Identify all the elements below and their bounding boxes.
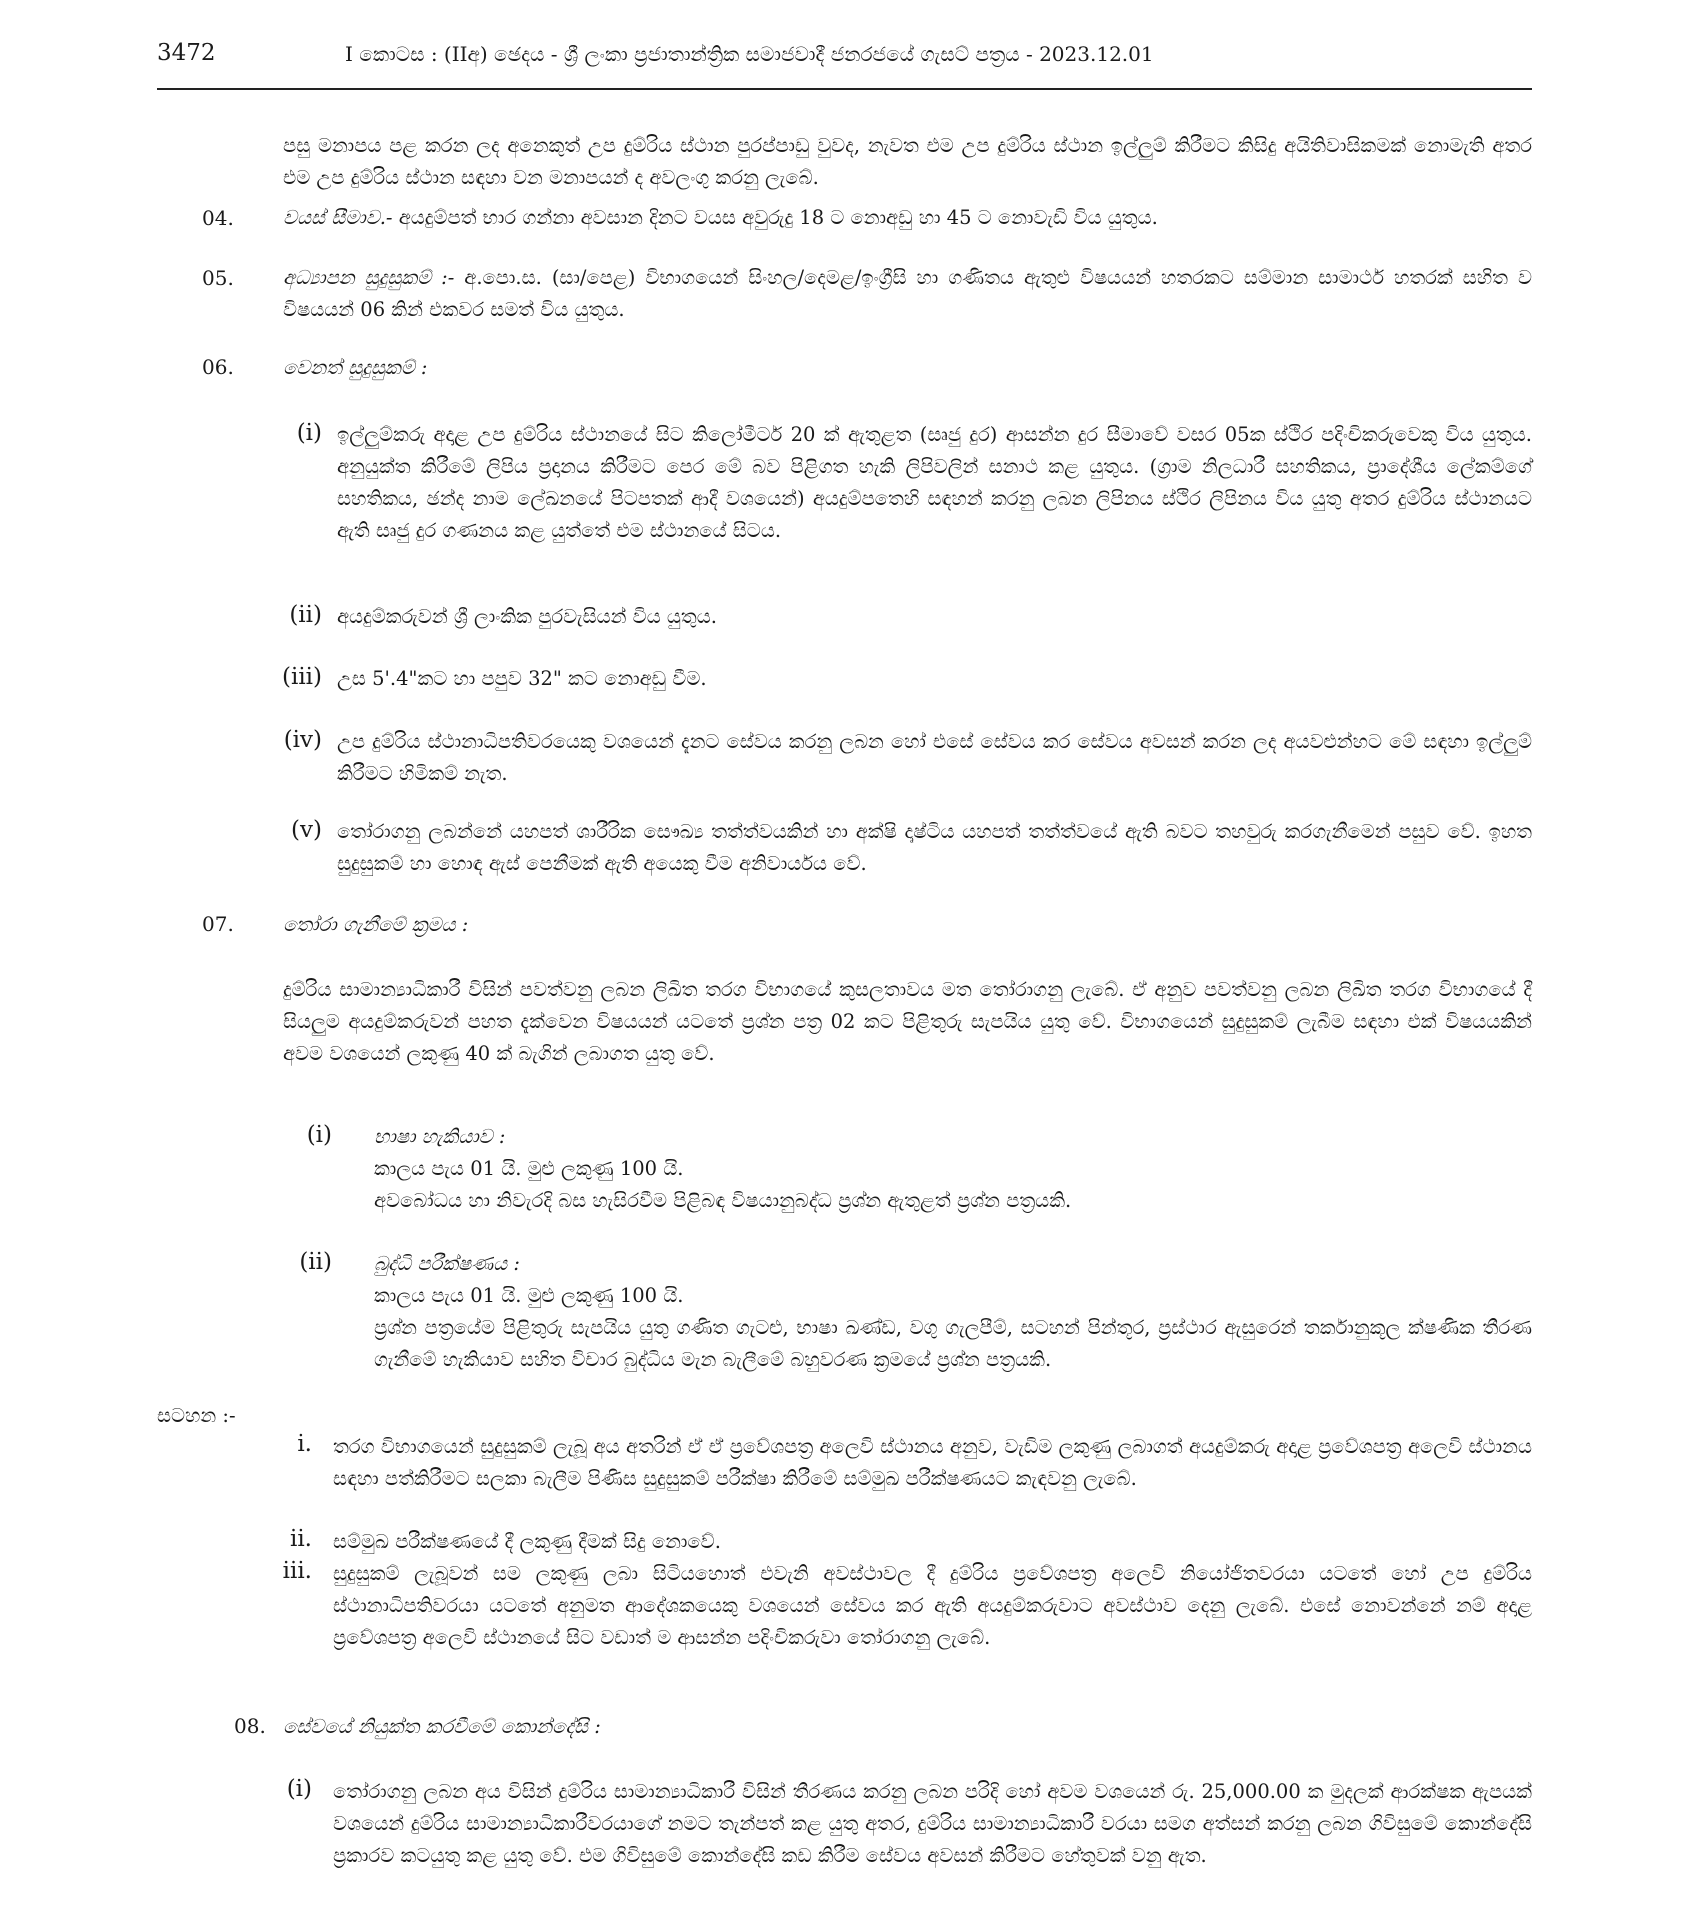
gazette-header-title: I කොටස : (IIඅ) ඡෙදය - ශ්‍රී ලංකා ප්‍රජාතාන්ත්‍රික සමාජවාදී ජනරජයේ ගැසට් පත්‍රය - 2023.12.01: [345, 42, 1154, 66]
s06-item-3-number: (iii): [281, 664, 322, 690]
s06-item-2-number: (ii): [289, 602, 322, 628]
paper-2-duration: කාලය පැය 01 යි. මුළු ලකුණු 100 යි.: [374, 1284, 684, 1307]
paper-1-duration: කාලය පැය 01 යි. මුළු ලකුණු 100 යි.: [374, 1157, 684, 1180]
note-item-2-number: ii.: [289, 1526, 312, 1552]
s06-item-2-text: අයදුම්කරුවන් ශ්‍රී ලාංකික පුරවැසියන් විය යුතුය.: [337, 605, 717, 628]
s06-item-5-number: (v): [291, 817, 322, 843]
section-05-number: 05.: [202, 266, 234, 290]
section-04-text: [283, 202, 1532, 234]
paper-2-description: ප්‍රශ්න පත්‍රයේම පිළිතුරු සැපයිය යුතු ගණිත ගැටළු, භාෂා ඛණ්ඩ, වගු ගැලපීම්, සටහන් පින්තූර, ප්‍රස්ථාර ඇසුරෙන් තර්කානුකූල ක්ෂණික තීරණ ගැනීමේ හැකියාව සහිත විචාර බුද්ධිය මැන බැලීමේ බහුවරණ ක්‍රමයේ ප්‍රශ්න පත්‍රයකි.: [374, 1316, 1532, 1371]
section-04-number: 04.: [202, 206, 234, 230]
section-07-number: 07.: [202, 912, 234, 936]
paper-2-title: බුද්ධි පරීක්ෂණය :: [374, 1252, 520, 1275]
header-divider: [157, 88, 1532, 90]
note-label: සටහන :-: [157, 1404, 236, 1427]
paper-1-number: (i): [306, 1122, 332, 1148]
s06-item-3-text: උස 5'.4"කට හා පපුව 32" කට නොඅඩු වීම.: [337, 667, 707, 690]
note-item-1-text: තරග විභාගයෙන් සුදුසුකම් ලැබූ අය අතරින් ඒ ඒ ප්‍රවේශපත්‍ර අලෙවි ස්ථානය අනුව, වැඩිම ලකුණු ලබාගත් අයදුම්කරු අදාළ ප්‍රවේශපත්‍ර අලෙවි ස්ථානය සඳහා පත්කිරීමට සලකා බැලීම පිණිස සුදුසුකම් පරීක්ෂා කිරීමේ සම්මුඛ පරීක්ෂණයට කැඳවනු ලැබේ.: [333, 1435, 1532, 1490]
section-04-label: වයස් සීමාව.-: [283, 206, 393, 229]
s08-item-1-number: (i): [286, 1776, 312, 1802]
section-05-text: [283, 262, 1532, 326]
note-item-1-number: i.: [297, 1431, 312, 1457]
s06-item-4-number: (iv): [283, 727, 322, 753]
note-item-3-text: සුදුසුකම් ලැබූවන් සම ලකුණු ලබා සිටියහොත් එවැනි අවස්ථාවල දී දුම්රිය ප්‍රවේශපත්‍ර අලෙවි නියෝජිතවරයා යටතේ හෝ උප දුම්රිය ස්ථානාධිපතිවරයා යටතේ අනුමත ආදේශකයෙකු වශයෙන් සේවය කර ඇති අයදුම්කරුවාට අවස්ථාව දෙනු ලැබේ. එසේ නොවන්නේ නම් අදාළ ප්‍රවේශපත්‍ර අලෙවි ස්ථානයේ සිට වඩාත් ම ආසන්න පදිංචිකරුවා තෝරාගනු ලැබේ.: [333, 1562, 1532, 1649]
section-05-body: අ.පො.ස. (සා/පෙළ) විභාගයෙන් සිංහල/දෙමළ/ඉංග්‍රීසි හා ගණිතය ඇතුළු විෂයයන් හතරකට සම්මාන සාමාර්ථ හතරක් සහිත ව විෂයයන් 06 කින් එකවර සමත් විය යුතුය.: [283, 266, 1533, 321]
section-08-number: 08.: [234, 1714, 266, 1738]
s06-item-1-text: ඉල්ලුම්කරු අදාළ උප දුම්රිය ස්ථානයේ සිට කිලෝමීටර් 20 ක් ඇතුළත (සෘජු දුර) ආසන්න දුර සීමාවේ වසර 05ක ස්ථිර පදිංචිකරුවෙකු විය යුතුය. අනුයුක්ත කිරීමේ ලිපිය ප්‍රදානය කිරීමට පෙර මේ බව පිළිගත හැකි ලිපිවලින් සනාථ කළ යුතුය. (ග්‍රාම නිලධාරී සහතිකය, ප්‍රාදේශීය ලේකම්ගේ සහතිකය, ඡන්ද නාම ලේඛනයේ පිටපතක් ආදී වශයෙන්) අයදුම්පතෙහි සඳහන් කරනු ලබන ලිපිනය ස්ථිර ලිපිනය විය යුතු අතර දුම්රිය ස්ථානයට ඇති සෘජු දුර ගණනය කළ යුත්තේ එම ස්ථානයේ සිටය.: [337, 423, 1532, 542]
s08-item-1-text: තෝරාගනු ලබන අය විසින් දුම්රිය සාමාන්‍යාධිකාරී විසින් තීරණය කරනු ලබන පරිදි හෝ අවම වශයෙන් රු. 25,000.00 ක මුදලක් ආරක්ෂක ඇපයක් වශයෙන් දුම්රිය සාමාන්‍යාධිකාරීවරයාගේ නමට තැන්පත් කළ යුතු අතර, දුම්රිය සාමාන්‍යාධිකාරී වරයා සමග අත්සන් කරනු ලබන ගිවිසුමේ කොන්දේසි ප්‍රකාරව කටයුතු කළ යුතු වේ. එම ගිවිසුමේ කොන්දේසි කඩ කිරීම සේවය අවසන් කිරීමට හේතුවක් වනු ඇත.: [333, 1780, 1532, 1867]
paper-1-title: භාෂා හැකියාව :: [374, 1125, 506, 1148]
section-08-label: සේවයේ නියුක්ත කරවීමේ කොන්දේසි :: [283, 1715, 601, 1738]
section-05-label: අධ්‍යාපන සුදුසුකම් :-: [283, 266, 455, 289]
intro-paragraph: පසු මනාපය පළ කරන ලද අනෙකුත් උප දුම්රිය ස්ථාන පුරප්පාඩු වුවද, නැවත එම උප දුම්රිය ස්ථාන ඉල්ලුම් කිරීමට කිසිදු අයිතිවාසිකමක් නොමැති අතර එම උප දුම්රිය ස්ථාන සඳහා වන මනාපයන් ද අවලංගු කරනු ලැබේ.: [283, 134, 1532, 189]
section-04-body: අයදුම්පත් භාර ගන්නා අවසාන දිනට වයස අවුරුදු 18 ට නොඅඩු හා 45 ට නොවැඩි විය යුතුය.: [392, 206, 1158, 229]
s06-item-4-text: උප දුම්රිය ස්ථානාධිපතිවරයෙකු වශයෙන් දැනට සේවය කරනු ලබන හෝ එසේ සේවය කර සේවය අවසන් කරන ලද අයවළුන්හට මේ සඳහා ඉල්ලුම් කිරීමට හිමිකම් නැත.: [337, 730, 1532, 785]
section-06-label: වෙනත් සුදුසුකම් :: [283, 356, 428, 379]
note-item-2-text: සම්මුඛ පරීක්ෂණයේ දී ලකුණු දීමක් සිදු නොවේ.: [333, 1530, 721, 1553]
s06-item-1-number: (i): [296, 420, 322, 446]
s06-item-5-text: තෝරාගනු ලබන්නේ යහපත් ශාරීරික සෞඛ්‍ය තත්ත්වයකින් හා අක්ෂි දෘෂ්ටිය යහපත් තත්ත්වයේ ඇති බවට තහවුරු කරගැනීමෙන් පසුව වේ. ඉහත සුදුසුකම් හා හොඳ ඇස් පෙනීමක් ඇති අයෙකු වීම අනිවාර්යය වේ.: [337, 820, 1532, 875]
section-07-label: තෝරා ගැනීමේ ක්‍රමය :: [283, 913, 469, 936]
section-07-paragraph: දුම්රිය සාමාන්‍යාධිකාරී විසින් පවත්වනු ලබන ලිඛිත තරග විභාගයේ කුසලතාවය මත තෝරාගනු ලැබේ. ඒ අනුව පවත්වනු ලබන ලිඛිත තරග විභාගයේ දී සියලුම අයදුම්කරුවන් පහත දැක්වෙන විෂයයන් යටතේ ප්‍රශ්න පත්‍ර 02 කට පිළිතුරු සැපයිය යුතු වේ. විභාගයෙන් සුදුසුකම් ලැබීම සඳහා එක් විෂයයකින් අවම වශයෙන් ලකුණු 40 ක් බැගින් ලබාගත යුතු වේ.: [283, 978, 1532, 1065]
page-number: 3472: [157, 40, 216, 66]
paper-1-description: අවබෝධය හා නිවැරදි බස හැසිරවීම පිළිබඳ විෂයානුබද්ධ ප්‍රශ්න ඇතුළත් ප්‍රශ්න පත්‍රයකි.: [374, 1189, 1072, 1212]
paper-2-number: (ii): [299, 1249, 332, 1275]
note-item-3-number: iii.: [282, 1558, 312, 1584]
section-06-number: 06.: [202, 355, 234, 379]
